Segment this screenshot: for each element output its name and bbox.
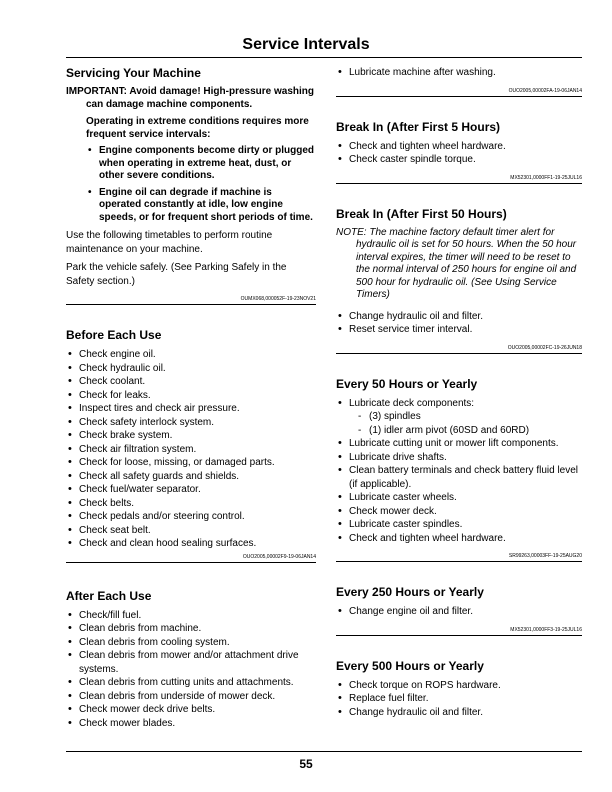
list-item: • Change hydraulic oil and filter. [336,706,582,720]
page-title: Service Intervals [242,36,370,53]
list-item: • Clean debris from cutting units and attachments. [66,676,316,690]
important-label: IMPORTANT: [66,86,127,97]
list-item: • Check and tighten wheel hardware. [336,532,582,546]
break-in-5-list [336,140,582,167]
list-item: • Engine components become dirty or plugged when operating in extreme heat, dust, or other severe conditions. [86,145,316,183]
list-item: • Inspect tires and check air pressure. [66,402,316,416]
section-before-each-use [66,328,316,563]
page-number: 55 [299,757,313,771]
reference-code: MX52301,0000FF3-19-25JUL16 [336,627,582,636]
list-item: • Check hydraulic oil. [66,362,316,376]
list-item: • Check torque on ROPS hardware. [336,679,582,693]
list-item: • Check pedals and/or steering control. [66,510,316,524]
list-item: • Lubricate caster spindles. [336,518,582,532]
list-item: • Check for leaks. [66,389,316,403]
reference-code: OUO2005,00002FA-19-06JAN14 [336,88,582,97]
extreme-conditions-list [66,145,316,224]
list-item: • Check seat belt. [66,524,316,538]
list-item: • Check safety interlock system. [66,416,316,430]
list-item: • Clean debris from cooling system. [66,636,316,650]
list-item: • Change hydraulic oil and filter. [336,310,582,324]
important-notice [66,86,316,111]
deck-components-sublist [349,410,582,437]
section-title-before-each-use: Before Each Use [66,328,162,342]
list-item: • Check all safety guards and shields. [66,470,316,484]
section-servicing [66,66,316,305]
list-item: • Check air filtration system. [66,443,316,457]
top-divider [66,57,582,58]
every-50-list [336,397,582,546]
list-item: • Check coolant. [66,375,316,389]
list-item: • Check mower blades. [66,717,316,731]
list-item: • Check mower deck drive belts. [66,703,316,717]
list-item: • Lubricate drive shafts. [336,451,582,465]
list-item: • Clean debris from underside of mower deck. [66,690,316,704]
list-item: • Replace fuel filter. [336,692,582,706]
list-item: • Clean battery terminals and check battery fluid level (if applicable). [336,464,582,491]
section-title-every-250: Every 250 Hours or Yearly [336,585,484,599]
section-title-break-in-50: Break In (After First 50 Hours) [336,206,507,221]
section-title-after-each-use: After Each Use [66,588,152,603]
left-column [66,66,316,730]
after-each-use-list [66,609,316,731]
reference-code: SR99263,00003FF-19-25AUG20 [336,553,582,562]
list-item: • Check for loose, missing, or damaged parts. [66,456,316,470]
list-item [336,397,582,438]
list-item: • Check brake system. [66,429,316,443]
important-text: Avoid damage! High-pressure washing can damage machine components. [86,86,315,110]
list-item: • Lubricate cutting unit or mower lift components. [336,437,582,451]
list-item: • Clean debris from machine. [66,622,316,636]
list-item: • Engine oil can degrade if machine is operated constantly at idle, low engine speeds, or for frequent short periods of time. [86,187,316,225]
list-item: • Check and clean hood sealing surfaces. [66,537,316,551]
list-item: • Check and tighten wheel hardware. [336,140,582,154]
list-item: • Check caster spindle torque. [336,153,582,167]
extreme-conditions-text: Operating in extreme conditions requires more frequent service intervals: [86,116,309,140]
right-column [336,66,582,719]
lube-deck-text: Lubricate deck components: [349,397,475,409]
list-item: • Check/fill fuel. [66,609,316,623]
section-break-in-5 [336,120,582,184]
section-after-each-use [66,589,316,731]
section-break-in-50 [336,207,582,354]
list-item: • Check belts. [66,497,316,511]
list-item: • Change engine oil and filter. [336,605,582,619]
list-item: • Check mower deck. [336,505,582,519]
timetables-text: Use the following timetables to perform routine maintenance on your machine. [66,230,273,255]
every-250-list [336,605,582,619]
break-in-50-list [336,310,582,337]
before-each-use-list [66,348,316,551]
park-safely-text: Park the vehicle safely. (See Parking Safely in the Safety section.) [66,262,287,287]
section-title-servicing: Servicing Your Machine [66,66,201,80]
section-every-50 [336,377,582,563]
list-item: • Lubricate machine after washing. [336,66,582,80]
reference-code: MX52301,0000FF1-19-25JUL16 [336,175,582,184]
reference-code: OUO2005,00002FC-19-26JUN18 [336,345,582,354]
section-every-250 [336,585,582,636]
list-item: • Reset service timer interval. [336,323,582,337]
list-item: • Lubricate caster wheels. [336,491,582,505]
section-after-each-use-continued [336,66,582,97]
timer-note: NOTE: The machine factory default timer alert for hydraulic oil is set for 50 hours. When the 50 hour interval expires, the timer will need to be reset to the normal interval of 250 hours for engine oil and 500 hour for hydraulic oil. (See Using Service Timers) [336,226,577,300]
sub-list-item: - (1) idler arm pivot (60SD and 60RD) [357,424,582,438]
section-title-every-50: Every 50 Hours or Yearly [336,376,478,391]
sub-list-item: - (3) spindles [357,410,582,424]
section-title-break-in-5: Break In (After First 5 Hours) [336,119,501,134]
list-item: • Check engine oil. [66,348,316,362]
after-each-use-continued-list [336,66,582,80]
section-every-500 [336,659,582,720]
bottom-divider [66,751,582,752]
reference-code: OUMX068,000052F-19-23NOV21 [66,296,316,305]
reference-code: OUO2005,00002F9-19-06JAN14 [66,554,316,563]
list-item: • Check fuel/water separator. [66,483,316,497]
list-item: • Clean debris from mower and/or attachment drive systems. [66,649,316,676]
section-title-every-500: Every 500 Hours or Yearly [336,658,484,673]
every-500-list [336,679,582,720]
